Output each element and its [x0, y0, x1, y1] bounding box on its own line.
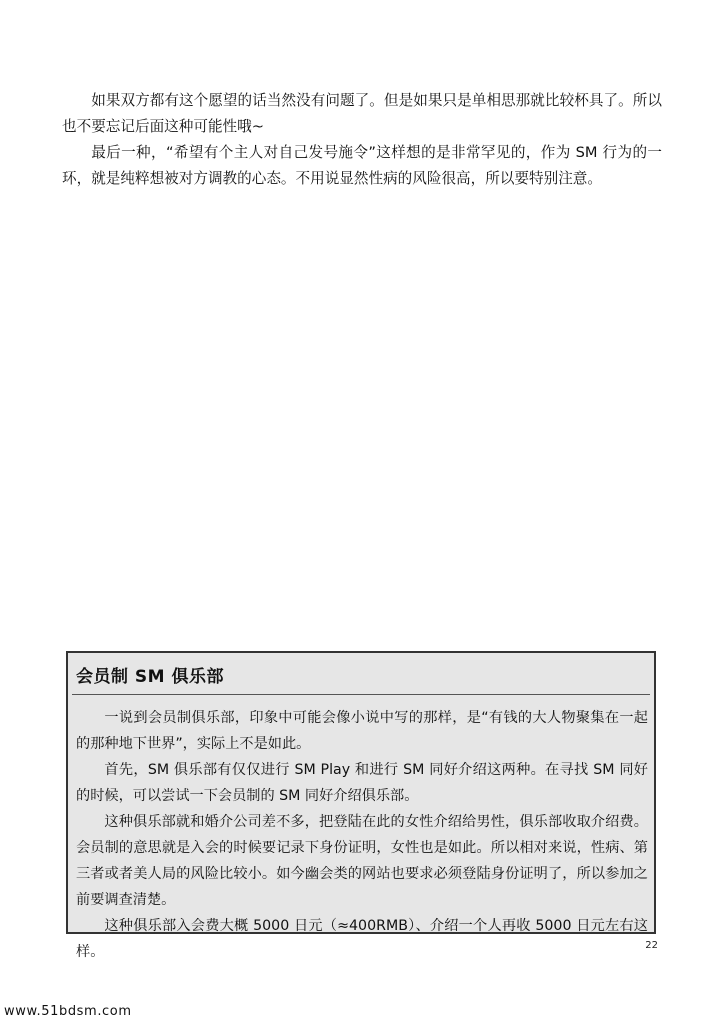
sidebar-title: 会员制 SM 俱乐部 — [76, 667, 224, 687]
page-number: 22 — [645, 940, 658, 951]
main-paragraph-1: 如果双方都有这个愿望的话当然没有问题了。但是如果只是单相思那就比较杯具了。所以也不要忘记后面这种可能性哦~ — [62, 92, 662, 135]
footer-url: www.51bdsm.com — [4, 1004, 132, 1019]
sidebar-body — [76, 705, 648, 965]
sidebar-paragraph-1: 一说到会员制俱乐部，印象中可能会像小说中写的那样，是“有钱的大人物聚集在一起的那种地下世界”，实际上不是如此。 — [76, 710, 648, 752]
main-paragraph-2: 最后一种，“希望有个主人对自己发号施令”这样想的是非常罕见的，作为 SM 行为的一环，就是纯粹想被对方调教的心态。不用说显然性病的风险很高，所以要特别注意。 — [62, 144, 662, 187]
main-text — [62, 88, 662, 192]
sidebar-paragraph-3: 这种俱乐部就和婚介公司差不多，把登陆在此的女性介绍给男性，俱乐部收取介绍费。会员制的意思就是入会的时候要记录下身份证明，女性也是如此。所以相对来说，性病、第三者或者美人局的风险比较小。如今幽会类的网站也要求必须登陆身份证明了，所以参加之前要调查清楚。 — [76, 814, 648, 908]
sidebar-title-divider — [72, 694, 650, 695]
sidebar-paragraph-4: 这种俱乐部入会费大概 5000 日元（≈400RMB）、介绍一个人再收 5000 日元左右这样。 — [76, 918, 648, 960]
sidebar-paragraph-2: 首先，SM 俱乐部有仅仅进行 SM Play 和进行 SM 同好介绍这两种。在寻找 SM 同好的时候，可以尝试一下会员制的 SM 同好介绍俱乐部。 — [76, 762, 648, 804]
